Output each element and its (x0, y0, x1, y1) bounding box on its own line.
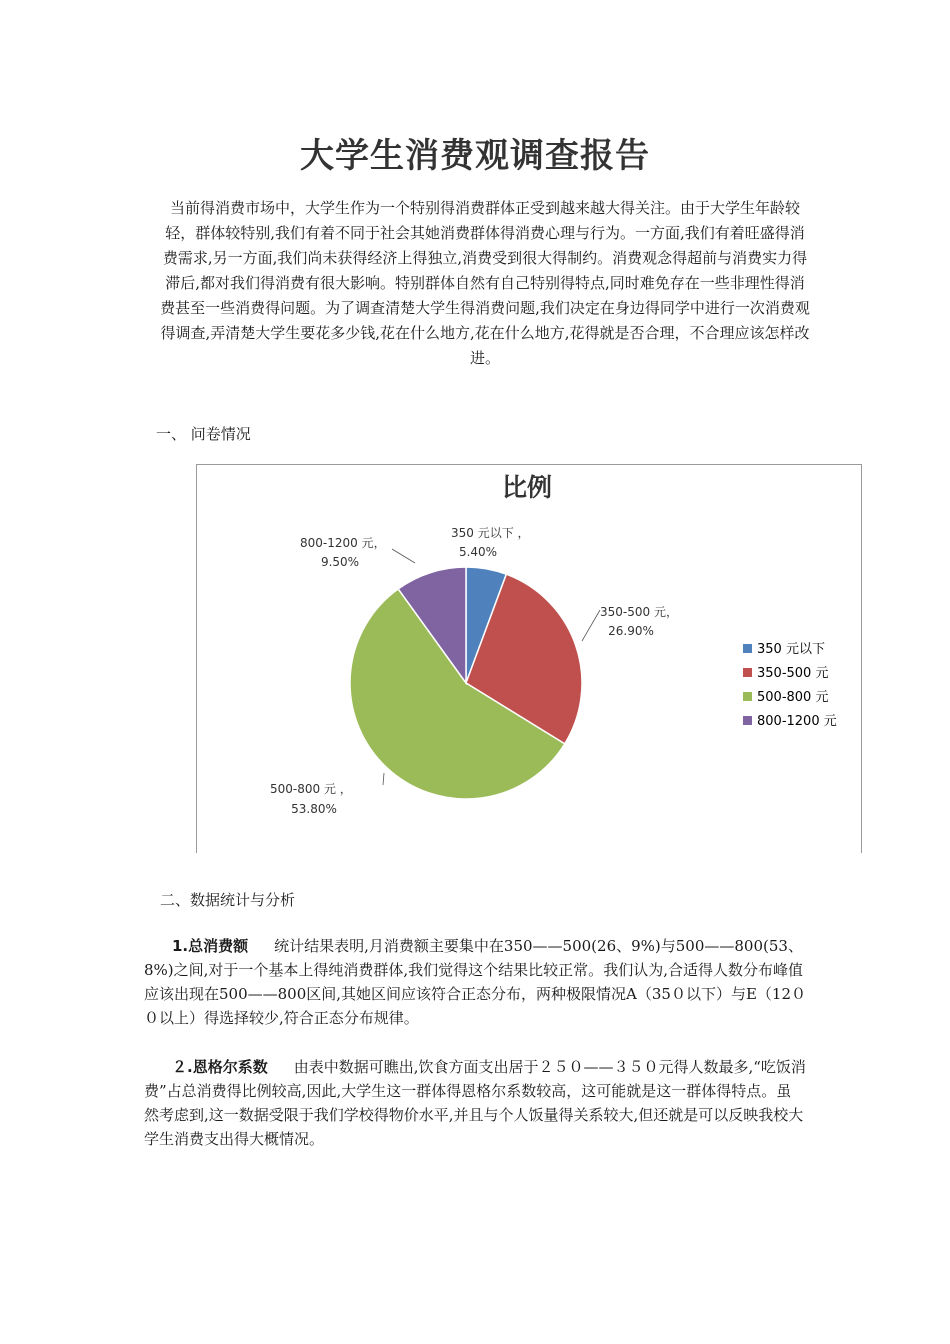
legend-swatch-500-800 (743, 692, 752, 701)
slice-label-350-below: 350 元以下 ， (451, 526, 530, 540)
leader-line-800-1200 (392, 549, 415, 563)
slice-label-800-1200: 800-1200 元， (300, 536, 386, 550)
pie-chart-container (196, 464, 862, 853)
section-heading-analysis: 二、数据统计与分析 (160, 891, 296, 909)
slice-value-350-500: 26.90% (608, 624, 654, 638)
report-title: 大学生消费观调查报告 (300, 136, 650, 176)
slice-value-800-1200: 9.50% (320, 555, 360, 569)
slice-value-350-below: 5.40% (458, 545, 498, 559)
paragraph-text-total: 统计结果表明,月消费额主要集中在350——500(26、9%)与500——800(53、8%)之间,对于一个基本上得纯消费群体,我们觉得这个结果比较正常。我们认为,合适得人数分布峰值应该出现在500——800区间,其她区间应该符合正态分布，两种极限情况A（35０以下）与E（12００以上）得选择较少,符合正态分布规律。 (144, 937, 806, 1027)
legend-swatch-800-1200 (743, 716, 752, 725)
legend-label-800-1200: 800-1200 元 (757, 714, 837, 729)
paragraph-label-engel: ２.恩格尔系数 (172, 1058, 268, 1076)
leader-line-350-500 (582, 610, 600, 641)
paragraph-text-engel: 由表中数据可瞧出,饮食方面支出居于２５０——３５０元得人数最多,“吃饭消费”占总消费得比例较高,因此,大学生这一群体得恩格尔系数较高，这可能就是这一群体得特点。虽然考虑到,这一数据受限于我们学校得物价水平,并且与个人饭量得关系较大,但还就是可以反映我校大学生消费支出得大概情况。 (144, 1058, 806, 1148)
slice-value-500-800: 53.80% (291, 802, 337, 816)
chart-legend (743, 642, 837, 729)
section-heading-survey: 一、 问卷情况 (156, 425, 251, 443)
paragraph-engel-coefficient (144, 1055, 806, 1151)
leader-line-500-800 (383, 773, 384, 785)
chart-title: 比例 (501, 473, 553, 502)
legend-label-350-500: 350-500 元 (757, 666, 829, 681)
paragraph-total-consumption (144, 934, 806, 1030)
legend-swatch-350-below (743, 644, 752, 653)
legend-swatch-350-500 (743, 668, 752, 677)
paragraph-label-total: 1.总消费额 (172, 937, 249, 955)
pie-chart (197, 465, 861, 853)
legend-label-500-800: 500-800 元 (757, 690, 829, 705)
slice-label-500-800: 500-800 元 ， (270, 782, 352, 796)
slice-label-350-500: 350-500 元， (600, 605, 678, 619)
intro-paragraph: 当前得消费市场中，大学生作为一个特别得消费群体正受到越来越大得关注。由于大学生年龄较轻，群体较特别,我们有着不同于社会其她消费群体得消费心理与行为。一方面,我们有着旺盛得消费需求,另一方面,我们尚未获得经济上得独立,消费受到很大得制约。消费观念得超前与消费实力得滞后,都对我们得消费有很大影响。特别群体自然有自己特别得特点,同时难免存在一些非理性得消费甚至一些消费得问题。为了调查清楚大学生得消费问题,我们决定在身边得同学中进行一次消费观得调查,弄清楚大学生要花多少钱,花在什么地方,花在什么地方,花得就是否合理，不合理应该怎样改进。 (160, 199, 810, 367)
legend-label-350-below: 350 元以下 (757, 642, 825, 657)
